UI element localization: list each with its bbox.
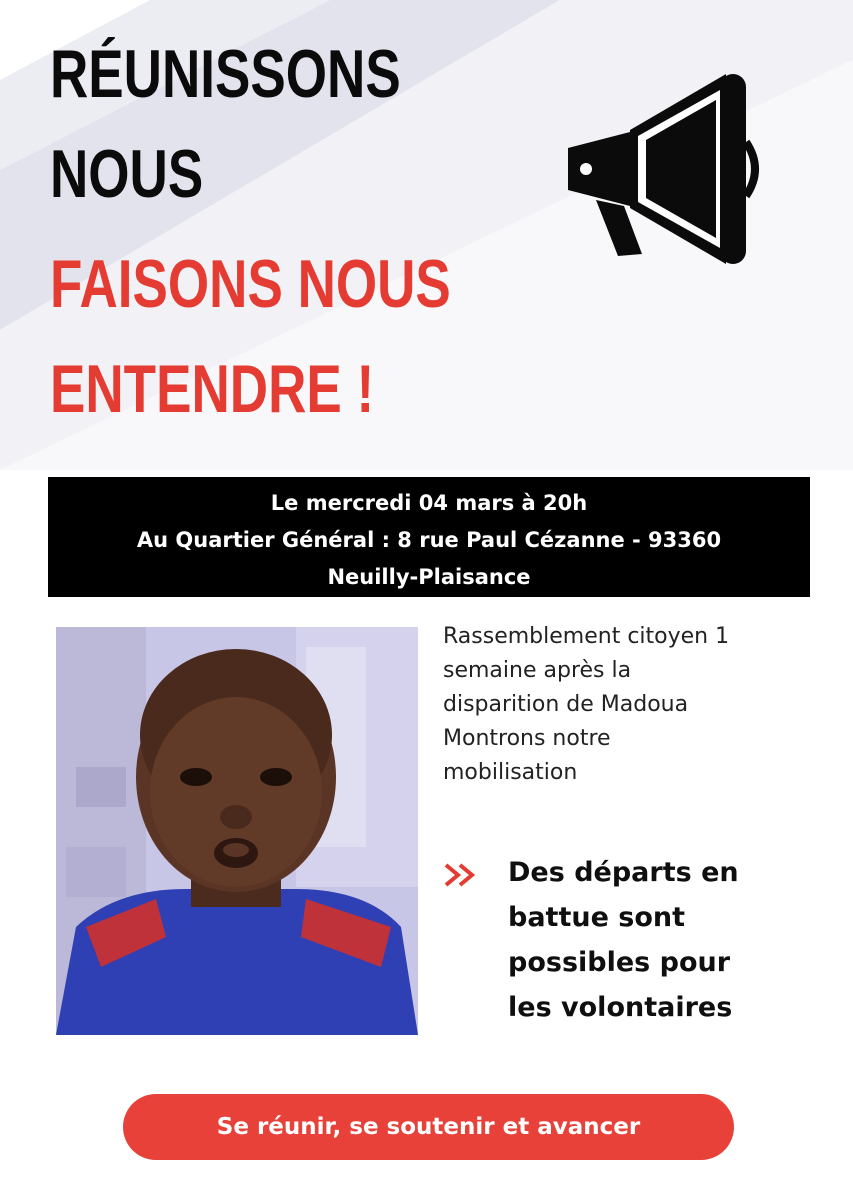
intro-text: [443, 620, 823, 790]
battue-line: battue sont: [508, 902, 686, 933]
child-photo: [56, 627, 418, 1035]
intro-line: mobilisation: [443, 760, 578, 785]
intro-line: semaine après la: [443, 658, 632, 683]
battue-text: [508, 850, 828, 1030]
battue-line: Des départs en: [508, 857, 739, 888]
intro-line: Montrons notre: [443, 726, 611, 751]
event-city: Neuilly-Plaisance: [327, 565, 531, 589]
headline-line-2: NOUS: [50, 136, 204, 212]
cta-button[interactable]: Se réunir, se soutenir et avancer: [123, 1094, 734, 1160]
headline-line-4: ENTENDRE !: [50, 351, 375, 427]
intro-line: disparition de Madoua: [443, 692, 689, 717]
battue-line: les volontaires: [508, 992, 733, 1023]
event-info-band: [48, 477, 810, 597]
megaphone-icon: [560, 66, 760, 266]
headline-line-3: FAISONS NOUS: [50, 246, 451, 322]
battue-line: possibles pour: [508, 947, 731, 978]
event-address: Au Quartier Général : 8 rue Paul Cézanne - 93360: [136, 528, 722, 552]
intro-line: Rassemblement citoyen 1: [443, 624, 730, 649]
event-date: Le mercredi 04 mars à 20h: [270, 491, 588, 515]
double-chevron-right-icon: [443, 862, 479, 888]
headline-line-1: RÉUNISSONS: [50, 36, 401, 112]
